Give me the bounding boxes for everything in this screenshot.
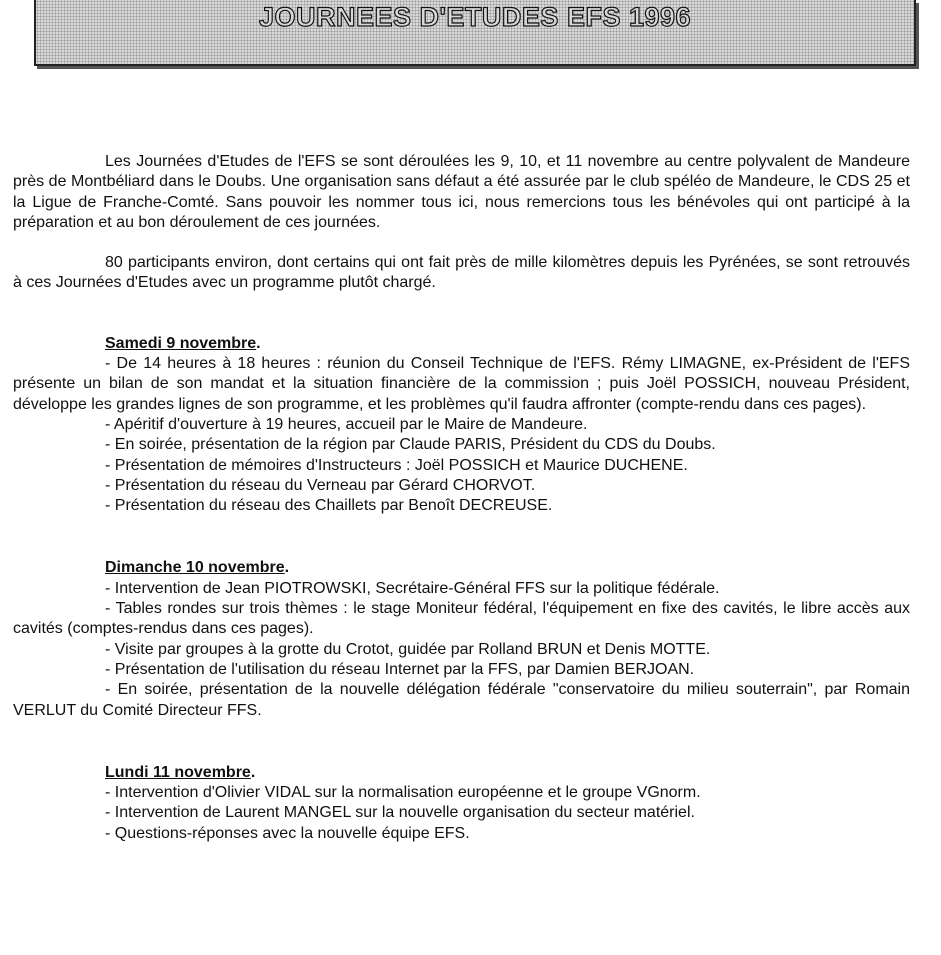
list-item: - Présentation de mémoires d'Instructeurs : Joël POSSICH et Maurice DUCHENE. (105, 456, 688, 474)
page-title: JOURNEES D'ETUDES EFS 1996 (258, 2, 692, 32)
list-item: - Questions-réponses avec la nouvelle équipe EFS. (105, 824, 470, 842)
day-heading: Lundi 11 novembre. (105, 763, 256, 781)
day-section-sunday (13, 558, 910, 720)
day-title: Dimanche 10 novembre (105, 559, 285, 577)
document-body (13, 152, 910, 844)
day-heading: Samedi 9 novembre. (105, 334, 261, 352)
day-section-saturday (13, 334, 910, 517)
list-item: - Présentation du réseau des Chaillets par Benoît DECREUSE. (105, 497, 553, 515)
list-item: - Visite par groupes à la grotte du Crotot, guidée par Rolland BRUN et Denis MOTTE. (105, 640, 711, 658)
intro-paragraph: 80 participants environ, dont certains qui ont fait près de mille kilomètres depuis les Pyrénées, se sont retrouvés à ces Journées d'Etudes avec un programme plutôt chargé. (13, 254, 910, 292)
list-item: - Présentation du réseau du Verneau par Gérard CHORVOT. (105, 476, 536, 494)
intro-paragraph: Les Journées d'Etudes de l'EFS se sont déroulées les 9, 10, et 11 novembre au centre polyvalent de Mandeure près de Montbéliard dans le Doubs. Une organisation sans défaut a été assurée par le club spéléo de Mandeure, le CDS 25 et la Ligue de Franche-Comté. Sans pouvoir les nommer tous ici, nous remercions tous les bénévoles qui ont participé à la préparation et au bon déroulement de ces journées. (13, 153, 910, 231)
list-item: - Présentation de l'utilisation du réseau Internet par la FFS, par Damien BERJOAN. (105, 660, 695, 678)
list-item: - Intervention de Jean PIOTROWSKI, Secrétaire-Général FFS sur la politique fédérale. (105, 579, 720, 597)
list-item: - Intervention de Laurent MANGEL sur la nouvelle organisation du secteur matériel. (105, 804, 695, 822)
list-item: - De 14 heures à 18 heures : réunion du Conseil Technique de l'EFS. Rémy LIMAGNE, ex-Président de l'EFS présente un bilan de son mandat et la situation financière de la commission ; puis Joël POSSICH, nouveau Président, développe les grandes lignes de son programme, et les problèmes qu'il faudra affronter (compte-rendu dans ces pages). (13, 355, 910, 413)
list-item: - Intervention d'Olivier VIDAL sur la normalisation européenne et le groupe VGnorm. (105, 784, 701, 802)
day-heading: Dimanche 10 novembre. (105, 559, 290, 577)
list-item: - En soirée, présentation de la nouvelle délégation fédérale "conservatoire du milieu souterrain", par Romain VERLUT du Comité Directeur FFS. (13, 681, 910, 719)
list-item: - Tables rondes sur trois thèmes : le stage Moniteur fédéral, l'équipement en fixe des cavités, le libre accès aux cavités (comptes-rendus dans ces pages). (13, 600, 910, 638)
title-banner (34, 0, 916, 66)
day-title: Samedi 9 novembre (105, 334, 257, 352)
day-section-monday (13, 763, 910, 844)
day-title: Lundi 11 novembre (105, 763, 251, 781)
list-item: - En soirée, présentation de la région par Claude PARIS, Président du CDS du Doubs. (105, 436, 716, 454)
list-item: - Apéritif d'ouverture à 19 heures, accueil par le Maire de Mandeure. (105, 415, 588, 433)
